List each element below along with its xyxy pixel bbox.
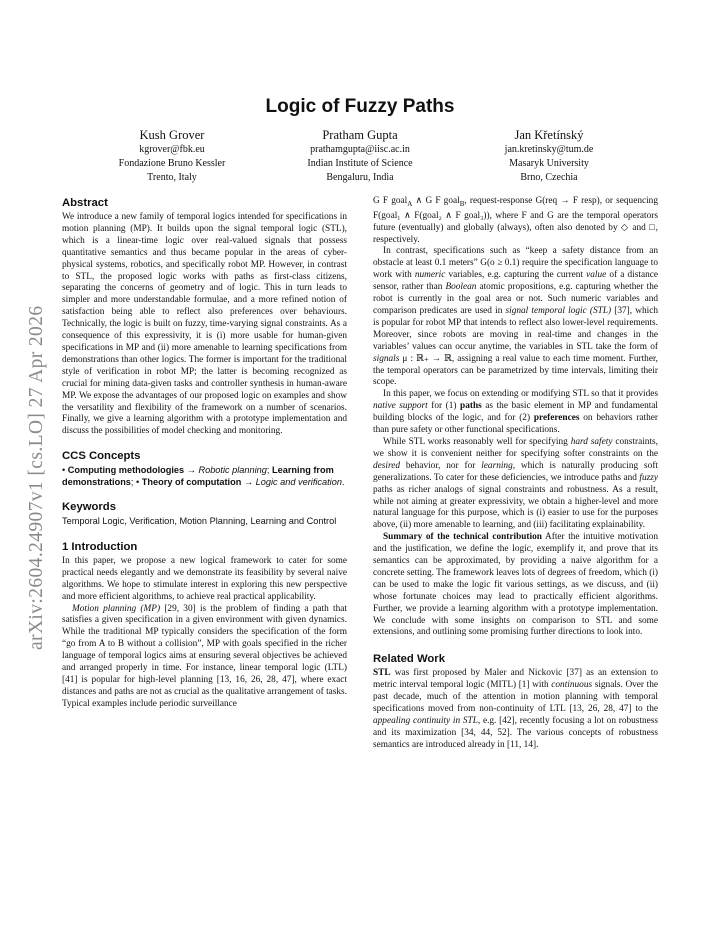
author-1 — [62, 128, 282, 185]
ccs-end: . — [341, 477, 345, 488]
term: hard safety — [570, 436, 613, 447]
term: Motion planning (MP) — [72, 603, 161, 614]
term: native support — [373, 401, 428, 412]
author-affiliation: Fondazione Bruno Kessler — [118, 158, 226, 169]
term: learning — [481, 460, 513, 471]
formula: ∧ G F goal — [412, 196, 460, 206]
ccs-sep: ; — [266, 465, 273, 476]
summary-paragraph — [373, 532, 658, 639]
formula: G F goal — [373, 196, 408, 206]
author-email[interactable]: prathamgupta@iisc.ac.in — [310, 144, 410, 155]
text-run: μ : ℝ₊ → ℝ, assigning a real value to each time moment. Further, the temporal operators can be parametrized by time intervals, limiting their scope. — [373, 353, 658, 388]
ccs-arrow: → — [184, 465, 199, 476]
paper-title: Logic of Fuzzy Paths — [265, 96, 455, 117]
left-column — [62, 196, 347, 711]
author-affiliation: Indian Institute of Science — [307, 158, 413, 169]
arxiv-stamp — [6, 222, 56, 652]
text-run: of a distance sensor, rather than — [373, 270, 658, 293]
text-run: In this paper, we focus on extending or modifying STL so that it provides — [383, 389, 658, 400]
author-affiliation: Masaryk University — [509, 158, 589, 169]
keywords-text: Temporal Logic, Verification, Motion Planning, Learning and Control — [62, 516, 337, 527]
right-paragraph — [373, 437, 658, 532]
author-location: Bengaluru, India — [326, 172, 394, 183]
ccs-concept: Computing methodologies — [67, 465, 185, 476]
author-name: Pratham Gupta — [322, 128, 398, 142]
summary-heading: Summary of the technical contribution — [383, 532, 542, 543]
text-run: as the basic element in MP and fundamental building blocks of the logic, and for (2) — [373, 401, 659, 424]
text-run: signals. Over the past decade, much of the attention in motion planning with temporal specifications moved from non-continuity of LTL [13, 26, 28, 47] to the — [373, 680, 658, 715]
text-run: was first proposed by Maler and Nickovic [37] as an extension to metric interval temporal logic (MITL) [1] with — [373, 668, 658, 691]
text-run: , e.g. [42], recently focusing a lot on robustness and its maximization [34, 44, 52]. The various concepts of robustness semantics are introduced already in [11, 14]. — [373, 716, 658, 750]
related-work-heading: Related Work — [373, 653, 445, 666]
ccs-heading: CCS Concepts — [62, 450, 141, 463]
text-run: behavior, nor for — [400, 460, 482, 471]
ccs-concept: Learning from demonstrations — [62, 465, 334, 488]
ccs-arrow: → — [241, 477, 256, 488]
text-run: [37], which is popular for robot MP that intends to reflect also lower-level requirements. Moreover, since robots are moving in real-time and changes in the variables’ values can occur anytime, the variables in STL take the form of — [373, 306, 658, 352]
text-run: for (1) — [427, 401, 461, 412]
right-paragraph — [373, 196, 658, 246]
text-run: , which is naturally producing soft generalizations. To cater for these deficiencies, we introduce paths and — [373, 460, 658, 483]
term: signal temporal logic (STL) — [505, 306, 612, 317]
text-run: , request-response G(req → F resp), or sequencing F(goal₁ ∧ F(goal₂ ∧ F goal₃)), where F and G are the temporal operators future (eventually) and globally (always), often also denoted by ◇ and □, respectively. — [373, 196, 658, 245]
author-email[interactable]: kgrover@fbk.eu — [139, 144, 205, 155]
text-run: While STL works reasonably well for specifying — [383, 436, 571, 447]
text-run: atomic propositions, e.g. capturing whether the robot is currently in the goal area or not. Such numeric variables and comparison predicates are used in — [373, 282, 658, 317]
term: Boolean — [445, 282, 477, 293]
ccs-concepts: • Computing methodologies → Robotic planning; Learning from demonstrations; • Theory of computation → Logic and verification. — [62, 465, 345, 488]
right-column — [373, 196, 658, 752]
term: continuous — [551, 680, 593, 691]
term: fuzzy — [639, 472, 658, 483]
text-run: [29, 30] is the problem of finding a path that satisfies a given specification in a given environment with given dynamics. While the traditional MP typically considers the specification of the form “go from A to B without a collision”, MP with goals specified in the richer language of temporal logics aims at ensuring several objectives be achieved and arranged properly in time. For instance, linear temporal logic (LTL) [41] is popular for high-level planning [13, 16, 26, 28, 47], where exact distances and paths are not as crucial as the qualitative arrangement of tasks. Typical examples include periodic surveillance — [62, 603, 347, 709]
text-run: After the intuitive motivation and the justification, we define the logic, exemplify it, and prove that its semantics can be approximated, by providing a naive algorithm for a concrete setting. The framework leaves lots of degrees of freedom, which (i) can be used to make the logic fit various settings, as we discuss, and (ii) whose fortunate choices may lead to practically efficient algorithms. Further, we provide a learning algorithm with a prototype implementation. We conclude with some insights on comparison to STL and some extensions, and outlining some promising further directions to look into. — [373, 532, 658, 638]
term: paths — [460, 401, 482, 412]
author-email[interactable]: jan.kretinsky@tum.de — [504, 144, 594, 155]
author-2 — [250, 128, 470, 185]
intro-paragraph — [62, 604, 347, 711]
term: value — [586, 270, 607, 281]
abstract-heading: Abstract — [62, 197, 108, 209]
term: STL — [373, 668, 391, 679]
ccs-sep: ; • — [130, 477, 142, 488]
term: signals — [373, 353, 400, 364]
text-run: paths as richer analogs of signal constraints and robustness. As a result, while not aiming at greater expressivity, we obtain a higher-level and more natural language for this purpose, which is (i) easier to use for the purposes above, (ii) more amenable to learning, and (iii) facilitating explainability. — [373, 484, 658, 531]
author-name: Kush Grover — [139, 128, 205, 142]
author-location: Trento, Italy — [147, 172, 197, 183]
term: preferences — [533, 413, 580, 424]
author-3 — [439, 128, 659, 185]
ccs-item: Robotic planning — [198, 465, 267, 476]
intro-heading: 1 Introduction — [62, 540, 138, 553]
formula-sub: B — [459, 199, 465, 208]
intro-paragraph: In this paper, we propose a new logical framework to cater for some practical needs elegantly and we demonstrate its feasibility by several naive algorithms. We hope to stimulate interest in exploring this new perspective and more efficient algorithms, to achieve real practical applicability. — [62, 555, 347, 602]
text-run: on behaviors rather than pure safety or other functional specifications. — [373, 413, 658, 436]
ccs-concept: Theory of computation — [141, 477, 242, 488]
arxiv-stamp-text: arXiv:2604.24907v1 [cs.LO] 27 Apr 2026 — [26, 305, 47, 650]
term: desired — [373, 460, 401, 471]
right-paragraph — [373, 389, 658, 437]
formula-sub: A — [407, 199, 413, 208]
ccs-item: Logic and verification — [255, 477, 342, 488]
abstract-text: We introduce a new family of temporal logics intended for specifications in motion planning (MP). It builds upon the signal temporal logic (STL), which is a linear-time logic over real-valued signals that possess quantitative semantics and thus became popular in the areas of cyber-physical systems, robotics, and specifically robot MP. However, in contrast to STL, the proposed logic works with paths as first-class citizens, separating the concerns of geometry and of logic. This in turn leads to simpler and more understandable formulae, and a more refined notion of satisfaction being able to reflect also preferences over behaviours. Technically, the logic is built on fuzzy, time-varying signal constraints. As a consequence of this expressivity, it is (i) more usable for human-given specifications in MP and (ii) more amenable to learning specifications from demonstrations than other logics. The former is important for the traditional style of verification in robot MP; the latter is becoming recognized as crucial for mining data-given tasks and controller synthesis in human-aware MP. We expose the advantages of our proposed logic on examples and show the versatility and flexibility of the framework on a number of scenarios. Finally, we give a learning algorithm with a prototype implementation and discuss the possibilities of model checking and monitoring. — [62, 212, 347, 437]
text-run: In contrast, specifications such as “keep a safety distance from an obstacle at least 0.1 meters” G(o ≥ 0.1) require the specification language to work with — [373, 246, 658, 281]
author-location: Brno, Czechia — [520, 172, 578, 183]
text-run: constraints, we show it is convenient neither for specifying softer constraints on the — [373, 436, 658, 459]
text-run: variables, e.g. capturing the current — [445, 270, 587, 281]
author-name: Jan Křetínský — [514, 128, 584, 142]
related-work-paragraph — [373, 668, 658, 751]
term: appealing continuity in STL — [373, 716, 478, 727]
keywords-heading: Keywords — [62, 501, 116, 514]
right-paragraph — [373, 246, 658, 389]
term: numeric — [414, 270, 446, 281]
